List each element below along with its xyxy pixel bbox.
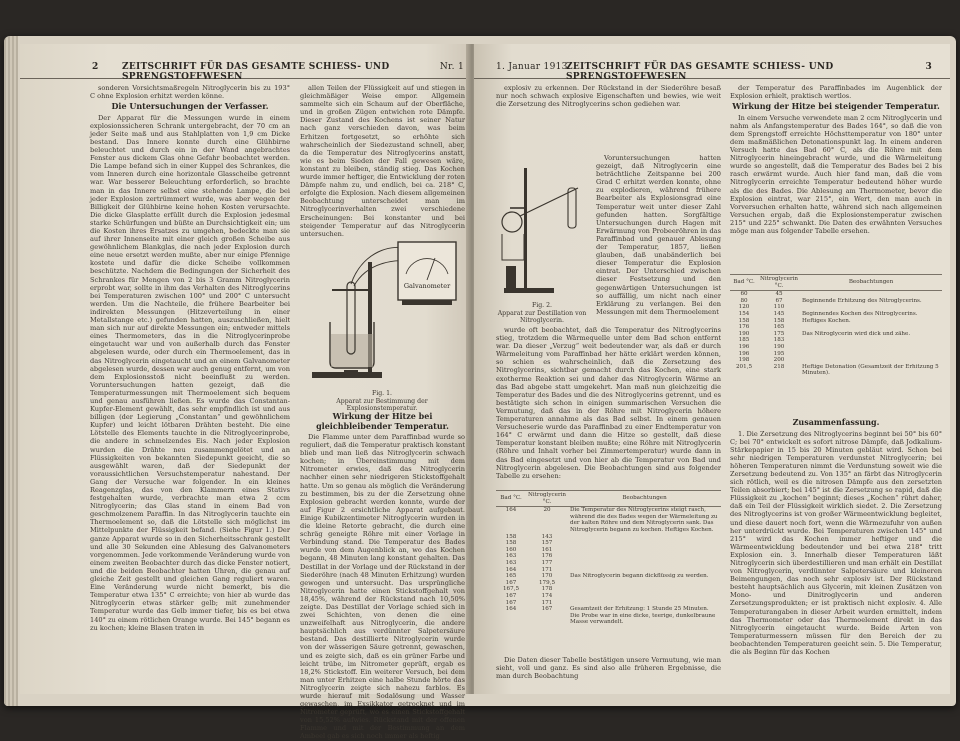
table-1-cell: 171 <box>541 566 553 573</box>
table-1-cell: 164 <box>505 507 517 514</box>
table-2-cell: 158 <box>773 317 785 324</box>
table-1-cell: Die Temperatur des Nitroglycerins steigt rasch, während die des Bades wegen der Wärmeleitung zu der kalten Röhre und dem Nitroglycerin sank. Das Nitroglycerin begann zu kochen. Heftiges Kochen. <box>570 507 718 533</box>
figure-2-number: Fig. 2. <box>531 302 553 309</box>
table-1-row <box>496 606 721 626</box>
table-2-row <box>730 364 942 377</box>
table-2-cell: Das Nitroglycerin wird dick und zähe. <box>802 330 911 337</box>
left-column-2-body-b: Die Flamme unter dem Paraffinbad wurde so reguliert, daß die Temperatur praktisch konstant blieb und man ließ das Nitroglycerin schwach kochen; in Übereinstimmung mit dem Nitrometer erwies, daß das Nitroglycerin nachher einen sehr niedrigeren Stickstoffgehalt hatte. Um so genau als möglich die Veränderung zu bestimmen, bis zu der die Zersetzung ohne Explosion gebracht werden konnte, wurde der auf Figur 2 ersichtliche Apparat aufgebaut. Einige Kubikzentimeter Nitroglycerin wurden in die kleine Retorte gebracht, die durch eine schräg geneigte Röhre mit einer Vorlage in Verbindung stand. Die Temperatur des Bades wurde von dem Augenblick an, wo das Kochen begann, 48 Minuten lang konstant gehalten. Das Destillat in der Vorlage und der Rückstand in der Siederöhre (nach 48 Minuten Erhitzung) wurden gewogen und untersucht. Das ursprüngliche Nitroglycerin hatte einen Stickstoffgehalt von 18,45%, während der Rückstand nach 10,50% zeigte. Das Destillat der Vorlage schied sich in zwei Schichten, von denen die eine unzweifelhaft aus Nitroglycerin, die andere hauptsächlich aus verdünnter Salpetersäure bestand. Das destillierte Nitroglycerin wurde von der wässerigen Säure getrennt, gewaschen, und es zeigte sich, daß es ein grüner Farbe und leicht trübe, im Nitrometer geprüft, ergab es 18,2% Stickstoff. Ein weiterer Versuch, bei dem man unter Erhitzen eine halbe Stunde hörte das Nitroglycerin zeigte sich nahezu farblos. Es wurde hierauf mit Sodalösung und Wasser gewaschen, im Exsikkator getrocknet und im Nitrometer geprüft, wo es einen Stickstoffgehalt von 15,52% aufwies. Rückstand mit der offenen Flamme und mit der Bestimmung an dem Ambeel gab es sich noch immer als heftig <box>300 433 465 741</box>
right-column-1-body: explosiv zu erkennen. Der Rückstand in der Siederöhre besaß nur noch schwach explosive Eigenschaften und bewies, wie weit die Zersetzung des Nitroglycerins schon gediehen war. <box>496 84 721 109</box>
table-2-cell: 120 <box>738 304 750 311</box>
table-1-cell: 160 <box>505 546 517 553</box>
table-2-cell: 198 <box>738 357 750 364</box>
table-2-cell: 60 <box>740 291 748 298</box>
table-1-header-bath: Bad °C. <box>496 491 526 507</box>
table-2-cell <box>800 304 942 311</box>
table-2-row <box>730 337 942 344</box>
table-1-header-observations: Beobachtungen <box>568 491 721 507</box>
right-column-1-bottom <box>496 656 721 692</box>
table-1-cell <box>568 560 721 567</box>
right-page-number: 3 <box>925 62 932 72</box>
left-page <box>20 44 470 741</box>
table-2-cell <box>800 324 942 331</box>
table-2-row <box>730 344 942 351</box>
table-1-cell: 163 <box>505 559 517 566</box>
table-2-cell: 176 <box>738 324 750 331</box>
right-column-1-body-d: Die Daten dieser Tabelle bestätigen unsere Vermutung, wie man sieht, voll und ganz. Es sind also alle früheren Ergebnisse, die man durch Beobachtung <box>496 656 721 681</box>
table-2-cell <box>800 351 942 358</box>
table-1-cell <box>568 586 721 593</box>
section-heading-investigations: Die Untersuchungen der Verfasser. <box>111 101 269 112</box>
table-2-row <box>730 324 942 331</box>
table-1-cell: 167,5 <box>502 586 519 593</box>
right-column-1-top <box>496 84 721 144</box>
right-column-1-body-c: wurde oft beobachtet, daß die Temperatur des Nitroglycerins stieg, trotzdem die Wärmequelle unter dem Bad schon entfernt war. Da dieser „Verzug“ weit bedeutender war, als daß er durch Wärmeleitung vom Paraffinbad her hätte erklärt werden können, so schien es wahrscheinlich, daß die Zersetzung des Nitroglycerins, sichtbar gemacht durch das Kochen, eine stark exotherme Reaktion sei und daher das Nitroglycerin Wärme an das Bad abgebe statt umgekehrt. Man maß nun gleichzeitig die Temperatur des Bades und die des Nitroglycerins getrennt, und es bestätigte sich schon in einigen summarischen Versuchen die Vermutung, daß das in der Röhre mit Nitroglycerin höhere Temperaturen annahme als das Bad selbst. In einem genauen Versucheserie wurde das Paraffinbad zu einer Endtemperatur von 164° C erwärmt und dann die Hitze so gestellt, daß diese Temperatur konstant bleiben mußte; eine Röhre mit Nitroglycerin (Röhre und Inhalt vorher bei Zimmertemperatur) wurde dann in das Bad eingesetzt und von hier ab die Temperatur von Bad und Nitroglycerin abgelesen. Die Beobachtungen sind aus folgender Tabelle zu ersehen: <box>496 326 721 480</box>
table-2-cell <box>800 291 942 298</box>
right-page <box>474 44 950 694</box>
section-heading-summary: Zusammenfassung. <box>792 417 880 427</box>
table-1-cell: 171 <box>541 599 553 606</box>
table-1-cell <box>568 540 721 547</box>
right-column-2-summary <box>730 416 942 692</box>
table-2-cell: 218 <box>773 363 785 370</box>
right-column-1-mid <box>496 326 721 486</box>
figure-1-number: Fig. 1. <box>371 390 393 397</box>
left-column-1-body: Der Apparat für die Messungen wurde in einem explosionssicheren Schrank untergebracht, der 70 cm an jeder Seite maß und aus Stahlplatten von 1,9 cm Dicke bestand. Das Innere konnte durch eine Glühbirne beleuchtet und durch ein in der Wand angebrachtes Fenster aus dickem Glas ohne Gefahr beobachtet werden. Die Lampe befand sich in einer Kuppel des Schrankes, die vom Inneren durch eine horizontale Glasscheibe getrennt war. War besserer Beleuchtung erforderlich, so brachte man in das Innere selbst eine stehende Lampe, die bei jeder Explosion zertrümmert wurde, was aber wegen der Billigkeit der Glühbirne keine hohen Kosten verursachte. Die dicke Glasplatte erfüllt durch die Explosion jedesmal starke Schürfungen und büßte an Durchsichtigkeit ein; um die Kosten ihres Ersatzes zu umgehen, bedeckte man sie auf ihrer Innenseite mit einer gleich großen Scheibe aus gewöhnlichem Blankglas, die nach jeder Explosion durch eine neue ersetzt werden mußte, aber nur einige Pfennige kostete und dafür die dicke Scheibe vollkommen beschützte. Nachdem die Bedingungen der Sicherheit des Schrankes für Mengen von 2 bis 3 Gramm Nitroglycerin erprobt war, sollte in ihm das Verhalten des Nitroglycerins bei Temperaturen zwischen 100° und 200° C untersucht werden. Um die Nachteile, die frühere Bearbeiter bei indirekten Messungen (Hitzeverteilung in einer Metallstange etc.) gefunden hatten, auszuschließen, hielt man sich nur auf direkte Messungen ein; entweder mittels eines Thermometers, das in die Nitroglycerinprobe eingetaucht war und von außerhalb durch das Fenster abgelesen wurde, oder durch ein Thermoelement, das in das Nitroglycerin eingetaucht und an einem Galvanometer abgelesen wurde, dessen war auch genug entfernt, um von dem Explosionsstoß nicht beeinflußt zu werden. Voruntersuchungen hatten gezeigt, daß die Temperaturmessungen mit Thermoelement sich bequem und genau ausführen ließen. Es wurde das Constantan-Kupfer-Element gewählt, das sehr empfindlich ist und aus billigen (der Legierung „Constantan“ und gewöhnlichem Kupfer) und leicht lötbaren Drähten besteht. Die eine Lötstelle des Elements tauchte in die Nitroglycerinprobe, die andere in schmelzendes Eis. Nach jeder Explosion wurden die Drähte neu zusammengelötet und an Flüssigkeiten von bekannten Siedepunkt geeicht, die so ausgewählt waren, daß der Siedepunkt der voraussichtlichen Versuchstemperatur nahestand. Der Gang der Versuche war folgender. In ein kleines Reagenzglas, das von den Klammern eines Stativs festgehalten wurde, verbrachte man etwa 2 ccm Nitroglycerin; das Glas stand in einem Bad von geschmolzenem Paraffin. In das Nitroglycerin tauchte ein Thermoelement so, daß die Lötstelle sich möglichst im Mittelpunkte der Flüssigkeit befand. (Siehe Figur 1.) Der ganze Apparat wurde so in den Sicherheitsschrank gestellt und alle 30 Sekunden eine Ablesung des Galvanometers vorgenommen. Jede vorkommende Veränderung wurde von einem zweiten Beobachter durch das dicke Fenster notiert, und die beiden Beobachter hatten Uhren, die genau auf gleiche Zeit gestellt und gleichen Gang reguliert waren. Eine Veränderung wurde nicht bemerkt, bis die Temperatur etwa 135° C erreichte; von hier ab wurde das Nitroglycerin etwas stärker gelb; mit zunehmender Temperatur wurde das Gelb immer tiefer, bis es bei etwa 140° zu einem rötlichen Orange wurde. Bei 145° begann es zu kochen; kleine Blasen traten in <box>90 113 290 632</box>
section-heading-rising-temperature: Wirkung der Hitze bei steigender Temperatur. <box>732 101 940 112</box>
table-2-header-bath: Bad °C. <box>730 275 758 291</box>
table-1-row <box>496 567 721 574</box>
section-heading-constant-temperature: Wirkung der Hitze bei gleichbleibender Temperatur. <box>316 411 449 431</box>
table-1-cell: 165 <box>505 573 517 580</box>
table-1-container <box>496 490 721 626</box>
table-1-cell: 164 <box>505 606 517 613</box>
figure-2-caption-text: Apparat zur Destillation von Nitroglycerin. <box>497 309 587 324</box>
table-1-cell <box>568 534 721 541</box>
table-1-cell: Gesamtzeit der Erhitzung: 1 Stunde 25 Minuten. Die Probe war in eine dicke, teerige, dunkelbraune Masse verwandelt. <box>570 606 716 626</box>
table-1-header-nitroglycerin: Nitroglycerin °C. <box>526 491 568 507</box>
left-column-2-top <box>300 84 465 238</box>
table-2-cell: 196 <box>738 350 750 357</box>
table-2-row <box>730 311 942 318</box>
table-2-cell: 158 <box>738 317 750 324</box>
table-1-cell: 167 <box>505 599 517 606</box>
table-2-cell: 196 <box>738 343 750 350</box>
table-2-cell: 190 <box>738 330 750 337</box>
table-2-row <box>730 318 942 325</box>
table-2-cell: 201,5 <box>735 363 752 370</box>
table-1-row <box>496 560 721 567</box>
table-1-cell <box>568 547 721 554</box>
table-1-cell <box>568 553 721 560</box>
table-2-cell: Beginnende Erhitzung des Nitroglycerins. <box>802 297 922 304</box>
table-2-cell: 145 <box>773 310 785 317</box>
table-2-header-observations: Beobachtungen <box>800 275 942 291</box>
table-2-row <box>730 298 942 305</box>
table-2-row <box>730 304 942 311</box>
table-1-row <box>496 586 721 593</box>
table-1-cell: 158 <box>505 533 517 540</box>
table-1-cell: 164 <box>505 566 517 573</box>
table-2-header-nitroglycerin: Nitroglycerin °C. <box>758 275 800 291</box>
table-1-cell: 20 <box>543 507 551 514</box>
table-1-cell: Das Nitroglycerin begann dickflüssig zu werden. <box>570 573 709 580</box>
table-2-cell: 165 <box>773 324 785 331</box>
right-column-2-top <box>730 84 942 254</box>
table-2-container <box>730 274 942 377</box>
table-1-cell: 143 <box>541 533 553 540</box>
issue-number-left: Nr. 1 <box>439 62 464 72</box>
table-2-cell: 200 <box>773 357 785 364</box>
table-1-temperatures <box>496 490 721 626</box>
table-1-row <box>496 593 721 600</box>
table-2-cell: 154 <box>738 310 750 317</box>
table-1-cell: 179,5 <box>539 579 556 586</box>
table-2-cell: 175 <box>773 330 785 337</box>
table-1-cell: 163 <box>505 553 517 560</box>
figure-1-apparatus <box>302 222 462 387</box>
table-2-cell: Heftige Detonation (Gesamtzeit der Erhitzung 5 Minuten). <box>802 363 939 377</box>
right-column-1-side <box>596 154 721 324</box>
table-1-cell: 177 <box>541 559 553 566</box>
table-1-cell <box>568 600 721 607</box>
table-1-cell: 161 <box>541 546 553 553</box>
table-1-cell: 158 <box>505 540 517 547</box>
table-1-row <box>496 580 721 587</box>
left-column-1 <box>90 84 290 684</box>
table-1-cell: 167 <box>505 592 517 599</box>
table-1-cell: 167 <box>541 606 553 613</box>
journal-title-left: ZEITSCHRIFT FÜR DAS GESAMTE SCHIESS- UND SPRENGSTOFFWESEN <box>122 62 390 82</box>
table-1-cell: 178 <box>541 586 553 593</box>
table-2-cell: 195 <box>773 350 785 357</box>
table-1-row <box>496 540 721 547</box>
book-binding-edge <box>4 36 18 706</box>
table-2-cell <box>800 357 942 364</box>
table-1-cell <box>568 580 721 587</box>
figure-2-apparatus <box>498 148 590 298</box>
table-2-cell: Beginnendes Kochen des Nitroglycerins. <box>802 310 918 317</box>
right-column-2-body: der Temperatur des Paraffinbades im Augenblick der Explosion erhielt, praktisch wertlos. <box>730 84 942 101</box>
table-2-row <box>730 331 942 338</box>
table-2-cell: 183 <box>773 337 785 344</box>
table-2-cell <box>800 337 942 344</box>
table-1-row <box>496 600 721 607</box>
right-column-2-body-b: In einem Versuche verwendete man 2 ccm Nitroglycerin und nahm als Anfangstemperatur des Bades 164°, so daß die von dem Sprengstoff erreichte Höchsttemperatur von 180° unter dem maßmäßlichen Detonationspunkt lag. In einem anderen Versuch hatte das Bad 60° C, als die Röhre mit dem Nitroglycerin hineingebracht wurde, und die Wärmeleitung wurde so angestellt, daß die Temperatur des Bades bei 2 bis rasch erwärmt wurde. Auch hier fand man, daß die vom Nitroglycerin erreichte Temperatur bedeutend höher wurde als die des Bades. Die Ablesung am Thermometer, bevor die Explosion eintrat, war 215°, ein Wert, den man auch in Vorversuchen erhalten hatte, während sich nach allgemeinen Versuchen ergab, daß die Explosionstemperatur zwischen 215° und 225° schwankt. Die Daten des erwähnten Versuches möge man aus folgender Tabelle ersehen. <box>730 113 942 235</box>
table-1-row <box>496 547 721 554</box>
table-2-row <box>730 291 942 298</box>
issue-date: 1. Januar 1913. <box>496 62 571 72</box>
table-2-cell: 45 <box>775 291 783 298</box>
table-1-cell: 167 <box>505 579 517 586</box>
figure-1-caption-text: Apparat zur Bestimmung der Explosionstemperatur. <box>336 397 428 412</box>
table-1-cell: 157 <box>541 540 553 547</box>
left-column-2-body: allen Teilen der Flüssigkeit auf und stiegen in gleichmäßiger Weise empor. Allgemein sammelte sich ein Schaum auf der Oberfläche, und in großen Zügen entwichen rote Dämpfe. Dieser Zustand des Kochens ist seiner Natur nach ganz verschieden davon, was beim Erhitzen fortgesetzt, so erhöhte sich wahrscheinlich der Siedezustand schnell, aber, da die Temperatur des Nitroglycerins anstatt, wie es beim Sieden der Fall gewesen wäre, konstant zu bleiben, ständig stieg. Das Kochen wurde immer heftiger, die Entwicklung der roten Dämpfe nahm zu, und endlich, bei ca. 218° C, erfolgte die Explosion. Nach diesem allgemeinen Beobachtung unterscheidet man im Nitroglycerinverhalten zwei verschiedene Erscheinungen: Bei konstanter und bei steigender Temperatur auf das Nitroglycerin untersuchen. <box>300 84 465 238</box>
table-2-cell <box>800 344 942 351</box>
open-journal <box>4 36 956 741</box>
summary-body: 1. Die Zersetzung des Nitroglycerins beginnt bei 50° bis 60° C; bei 70° entwickelt es sofort nitrose Dämpfe, daß Jodkalium-Stärkepapier in 15 bis 20 Minuten gebläut wird. Schon bei sehr niedrigen Temperaturen verdunstet Nitroglycerin; bei höheren Temperaturen nimmt die Verdunstung soweit wie die Zersetzung bedeutend zu. Von 135° an färbt das Nitroglycerin sich rötlich, weil es die nitrosen Dämpfe aus den zersetzten Teilen absorbiert; bei 145° ist die Zersetzung so rapid, daß die Flüssigkeit zu „kochen“ beginnt; dieses „Kochen“ rührt daher, daß ein Teil der Flüssigkeit wirklich siedet. 2. Die Zersetzung des Nitroglycerins ist von großer Wärmeentwicklung begleitet, und diese dauert noch fort, wenn die Wärmezufuhr von außen her unterdrückt wurde. Bei Temperaturen zwischen 145° und 215° wird das Kochen immer heftiger und die Wärmeentwicklung bedeutender und bei etwa 218° tritt Explosion ein. 3. Innerhalb dieser Temperaturen läßt Nitroglycerin sich überdestillieren und man erhält ein Destillat von Nitroglycerin, verdünnter Salpetersäure und kleineren Beimengungen, das noch sehr explosiv ist. Der Rückstand besteht hauptsächlich aus Glycerin, mit kleinen Zusätzen von Mono- und Dinitroglycerin und anderen Zersetzungsprodukten; er ist praktisch nicht explosiv. 4. Alle Temperaturangaben in dieser Arbeit wurden ermittelt, indem das Thermometer oder das Thermoelement direkt in das Nitroglycerin eingetaucht wurde. Beide Arten von Temperaturmessern müssen für den Bereich der zu beobachtenden Temperaturen geeicht sein. 5. Die Temperatur, die als Beginn für das Kochen <box>730 429 942 657</box>
table-2-temperatures <box>730 274 942 377</box>
table-1-row <box>496 553 721 560</box>
left-column-2-bottom <box>300 410 465 741</box>
left-page-header <box>20 62 470 82</box>
table-2-cell: 190 <box>773 343 785 350</box>
left-intro-text: sonderen Vorsichtsmaßregeln Nitroglycerin bis zu 193° C ohne Explosion erhitzt werden könne. <box>90 84 290 101</box>
table-1-cell <box>568 593 721 600</box>
table-1-row <box>496 507 721 534</box>
table-2-cell: 185 <box>738 337 750 344</box>
journal-title-right: ZEITSCHRIFT FÜR DAS GESAMTE SCHIESS- UND SPRENGSTOFFWESEN <box>566 62 834 82</box>
table-1-row <box>496 573 721 580</box>
table-2-cell: Heftiges Kochen. <box>802 317 851 324</box>
table-2-cell: 80 <box>740 297 748 304</box>
table-1-cell <box>568 567 721 574</box>
right-column-1-body-b: Voruntersuchungen hatten gezeigt, daß Nitroglycerin eine beträchtliche Zeitspanne bei 200 Grad C erhitzt werden konnte, ohne zu explodieren, während frühere Bearbeiter als Explosionsgrad eine Temperatur weit unter dieser Zahl gefunden hatten. Sorgfältige Untersuchungen durch Hagen mit Erwärmung von Probeeröhren in das Paraffinbad und genauer Ablesung der Temperatur, 1857, ließen glauben, daß unabänderlich bei dieser Temperatur die Explosion eintrat. Der Unterschied zwischen dieser Festsetzung und den gegenwärtigen Untersuchungen ist so auffällig, um nicht nach einer Erklärung zu verlangen. Bei den Messungen mit dem Thermoelement <box>596 154 721 316</box>
left-page-number: 2 <box>92 62 99 72</box>
table-2-cell: 67 <box>775 297 783 304</box>
right-page-header <box>474 62 950 82</box>
table-2-row <box>730 351 942 358</box>
galvanometer-label: Galvanometer <box>403 282 451 290</box>
table-1-cell: 176 <box>541 553 553 560</box>
table-1-cell: 174 <box>541 592 553 599</box>
table-2-row <box>730 357 942 364</box>
table-1-row <box>496 534 721 541</box>
figure-2-caption <box>492 302 592 325</box>
table-1-cell: 170 <box>541 573 553 580</box>
table-2-cell: 110 <box>773 304 785 311</box>
